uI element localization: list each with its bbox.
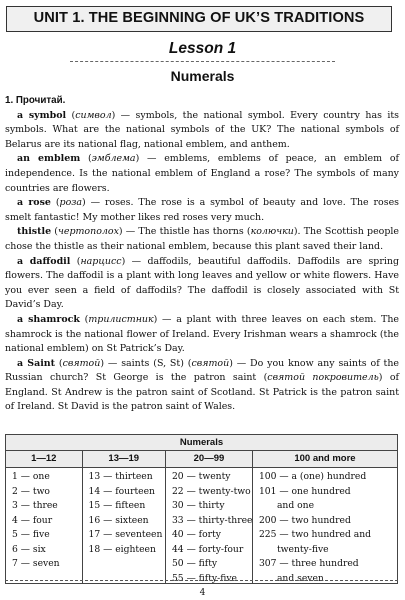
vocabulary-entry: a daffodil (нарцисс) — daffodils, beautiful daffodils. Daffodils are spring flowers. The daffodil is a plant with long leaves and yellow or white flowers. Have you ever seen a field of daffodils? The daffodil is closely associated with St David’s Day. — [5, 255, 399, 311]
table-cell: 15 — fifteen — [88, 500, 146, 511]
table-column — [83, 451, 166, 584]
table-cut-line — [5, 580, 398, 581]
table-cell: 50 — fifty — [171, 558, 218, 569]
entry-translation: трилистник — [88, 313, 154, 325]
entry-translation: нарцисс — [80, 255, 122, 267]
section-title: Numerals — [170, 68, 235, 84]
table-column — [166, 451, 253, 584]
entry-text: — symbols, the national symbol. Every country has its symbols. What are the national symbols of the UK? The national symbols of Belarus are its national flag, national emblem, and anthem. — [5, 109, 400, 150]
table-cell: 5 — five — [12, 529, 50, 540]
table-cell: 100 — a (one) hundred — [258, 471, 367, 482]
table-cell: 3 — three — [12, 500, 58, 511]
table-cell: 2 — two — [12, 485, 50, 497]
table-cell: and seven — [276, 572, 324, 584]
table-cell: 30 — thirty — [171, 500, 225, 511]
unit-title: UNIT 1. THE BEGINNING OF UK’S TRADITIONS — [6, 6, 392, 32]
vocabulary-entry: an emblem (эмблема) — emblems, emblems of peace, an emblem of independence. Is the national emblem of England a rose? The symbols of many countries are flowers. — [5, 153, 399, 194]
entry-text: — a plant with three leaves on each stem. The shamrock is the national flower of Ireland. Every Irishman wears a shamrock (the national emblem) on St Patrick’s Day. — [5, 313, 399, 355]
table-cell: 4 — four — [12, 514, 53, 526]
table-cell: 55 — fifty-five — [171, 572, 237, 584]
column-header: 100 and more — [253, 451, 397, 468]
column-header: 1—12 — [6, 451, 82, 468]
table-cell: 307 — three hundred — [258, 558, 359, 569]
entry-term: a Saint — [17, 357, 56, 369]
table-cell: 101 — one hundred — [258, 485, 351, 497]
numerals-table — [5, 434, 398, 584]
table-column — [6, 451, 83, 584]
task-heading: 1. Прочитай. — [5, 95, 66, 106]
table-cell: 13 — thirteen — [88, 471, 153, 482]
vocabulary-entry: a Saint (святой) — saints (S, St) (святой) — Do you know any saints of the Russian church? St George is the patron saint (святой покровитель) of England. St Andrew is the patron saint of Scotland. St Patrick is the patron saint of Ireland. St David is the patron saint of Wales. — [5, 357, 400, 413]
vocabulary-entry: a symbol (символ) — symbols, the national symbol. Every country has its symbols. What are the national symbols of the UK? The national symbols of Belarus are its national flag, national emblem, and anthem. — [5, 109, 400, 150]
table-cell: 40 — forty — [171, 529, 221, 540]
entry-translation: эмблема — [91, 153, 136, 165]
table-cell: 20 — twenty — [171, 471, 231, 482]
table-cell: twenty-five — [276, 543, 329, 555]
divider — [70, 61, 335, 62]
vocabulary-text — [5, 94, 399, 415]
column-header: 20—99 — [166, 451, 252, 468]
table-cell: 44 — forty-four — [171, 543, 244, 555]
lesson-title: Lesson 1 — [168, 40, 237, 57]
entry-translation: святой — [62, 357, 101, 369]
page-number: 4 — [199, 588, 206, 598]
entry-term: thistle — [17, 226, 52, 238]
table-cell: 7 — seven — [12, 558, 60, 569]
entry-translation: роза — [59, 197, 83, 209]
table-cell: 18 — eighteen — [88, 543, 156, 555]
table-cell: 200 — two hundred — [258, 514, 351, 526]
entry-text: — roses. The rose is a symbol of beauty and love. The roses smelt fantastic! My mother likes red roses very much. — [5, 197, 399, 223]
table-cell: 33 — thirty-three — [171, 514, 253, 526]
entry-text: — The thistle has thorns (колючки). The Scottish people chose the thistle as their national emblem, because this plant saved their land. — [5, 226, 399, 252]
entry-text: — emblems, emblems of peace, an emblem of independence. Is the national emblem of England a rose? The symbols of many countries are flowers. — [5, 153, 399, 194]
entry-translation: чертополох — [57, 226, 119, 238]
column-header: 13—19 — [83, 451, 165, 468]
table-cell: 16 — sixteen — [88, 514, 149, 526]
table-cell: 225 — two hundred and — [258, 529, 372, 540]
entry-translation: символ — [75, 109, 112, 121]
entry-term: a symbol — [17, 109, 67, 121]
entry-term: a daffodil — [17, 255, 71, 267]
entry-term: a rose — [17, 197, 51, 209]
vocabulary-entry: a shamrock (трилистник) — a plant with three leaves on each stem. The shamrock is the national flower of Ireland. Every Irishman wears a shamrock (the national emblem) on St Patrick’s Day. — [5, 313, 399, 355]
table-column — [253, 451, 397, 584]
vocabulary-entry: a rose (роза) — roses. The rose is a symbol of beauty and love. The roses smelt fantastic! My mother likes red roses very much. — [5, 197, 399, 223]
table-cell: 1 — one — [12, 471, 50, 482]
table-cell: 14 — fourteen — [88, 485, 155, 497]
table-cell: 17 — seventeen — [88, 529, 163, 540]
entry-text: — daffodils, beautiful daffodils. Daffodils are spring flowers. The daffodil is a plant with long leaves and yellow or white flowers. Have you ever seen a field of daffodils? The daffodil is closely associated with St David’s Day. — [5, 255, 399, 311]
table-cell: 6 — six — [12, 543, 46, 555]
entry-term: an emblem — [17, 153, 81, 165]
table-cell: and one — [276, 500, 315, 511]
entry-term: a shamrock — [17, 313, 80, 325]
table-cell: 22 — twenty-two — [171, 485, 251, 497]
table-title: Numerals — [6, 435, 397, 451]
vocabulary-entry: thistle (чертополох) — The thistle has thorns (колючки). The Scottish people chose the thistle as their national emblem, because this plant saved their land. — [5, 226, 399, 252]
entry-text: — saints (S, St) (святой) — Do you know any saints of the Russian church? St George is the patron saint (святой покровитель) of England. St Andrew is the patron saint of Scotland. St Patrick is the patron saint of Ireland. St David is the patron saint of Wales. — [5, 357, 400, 413]
